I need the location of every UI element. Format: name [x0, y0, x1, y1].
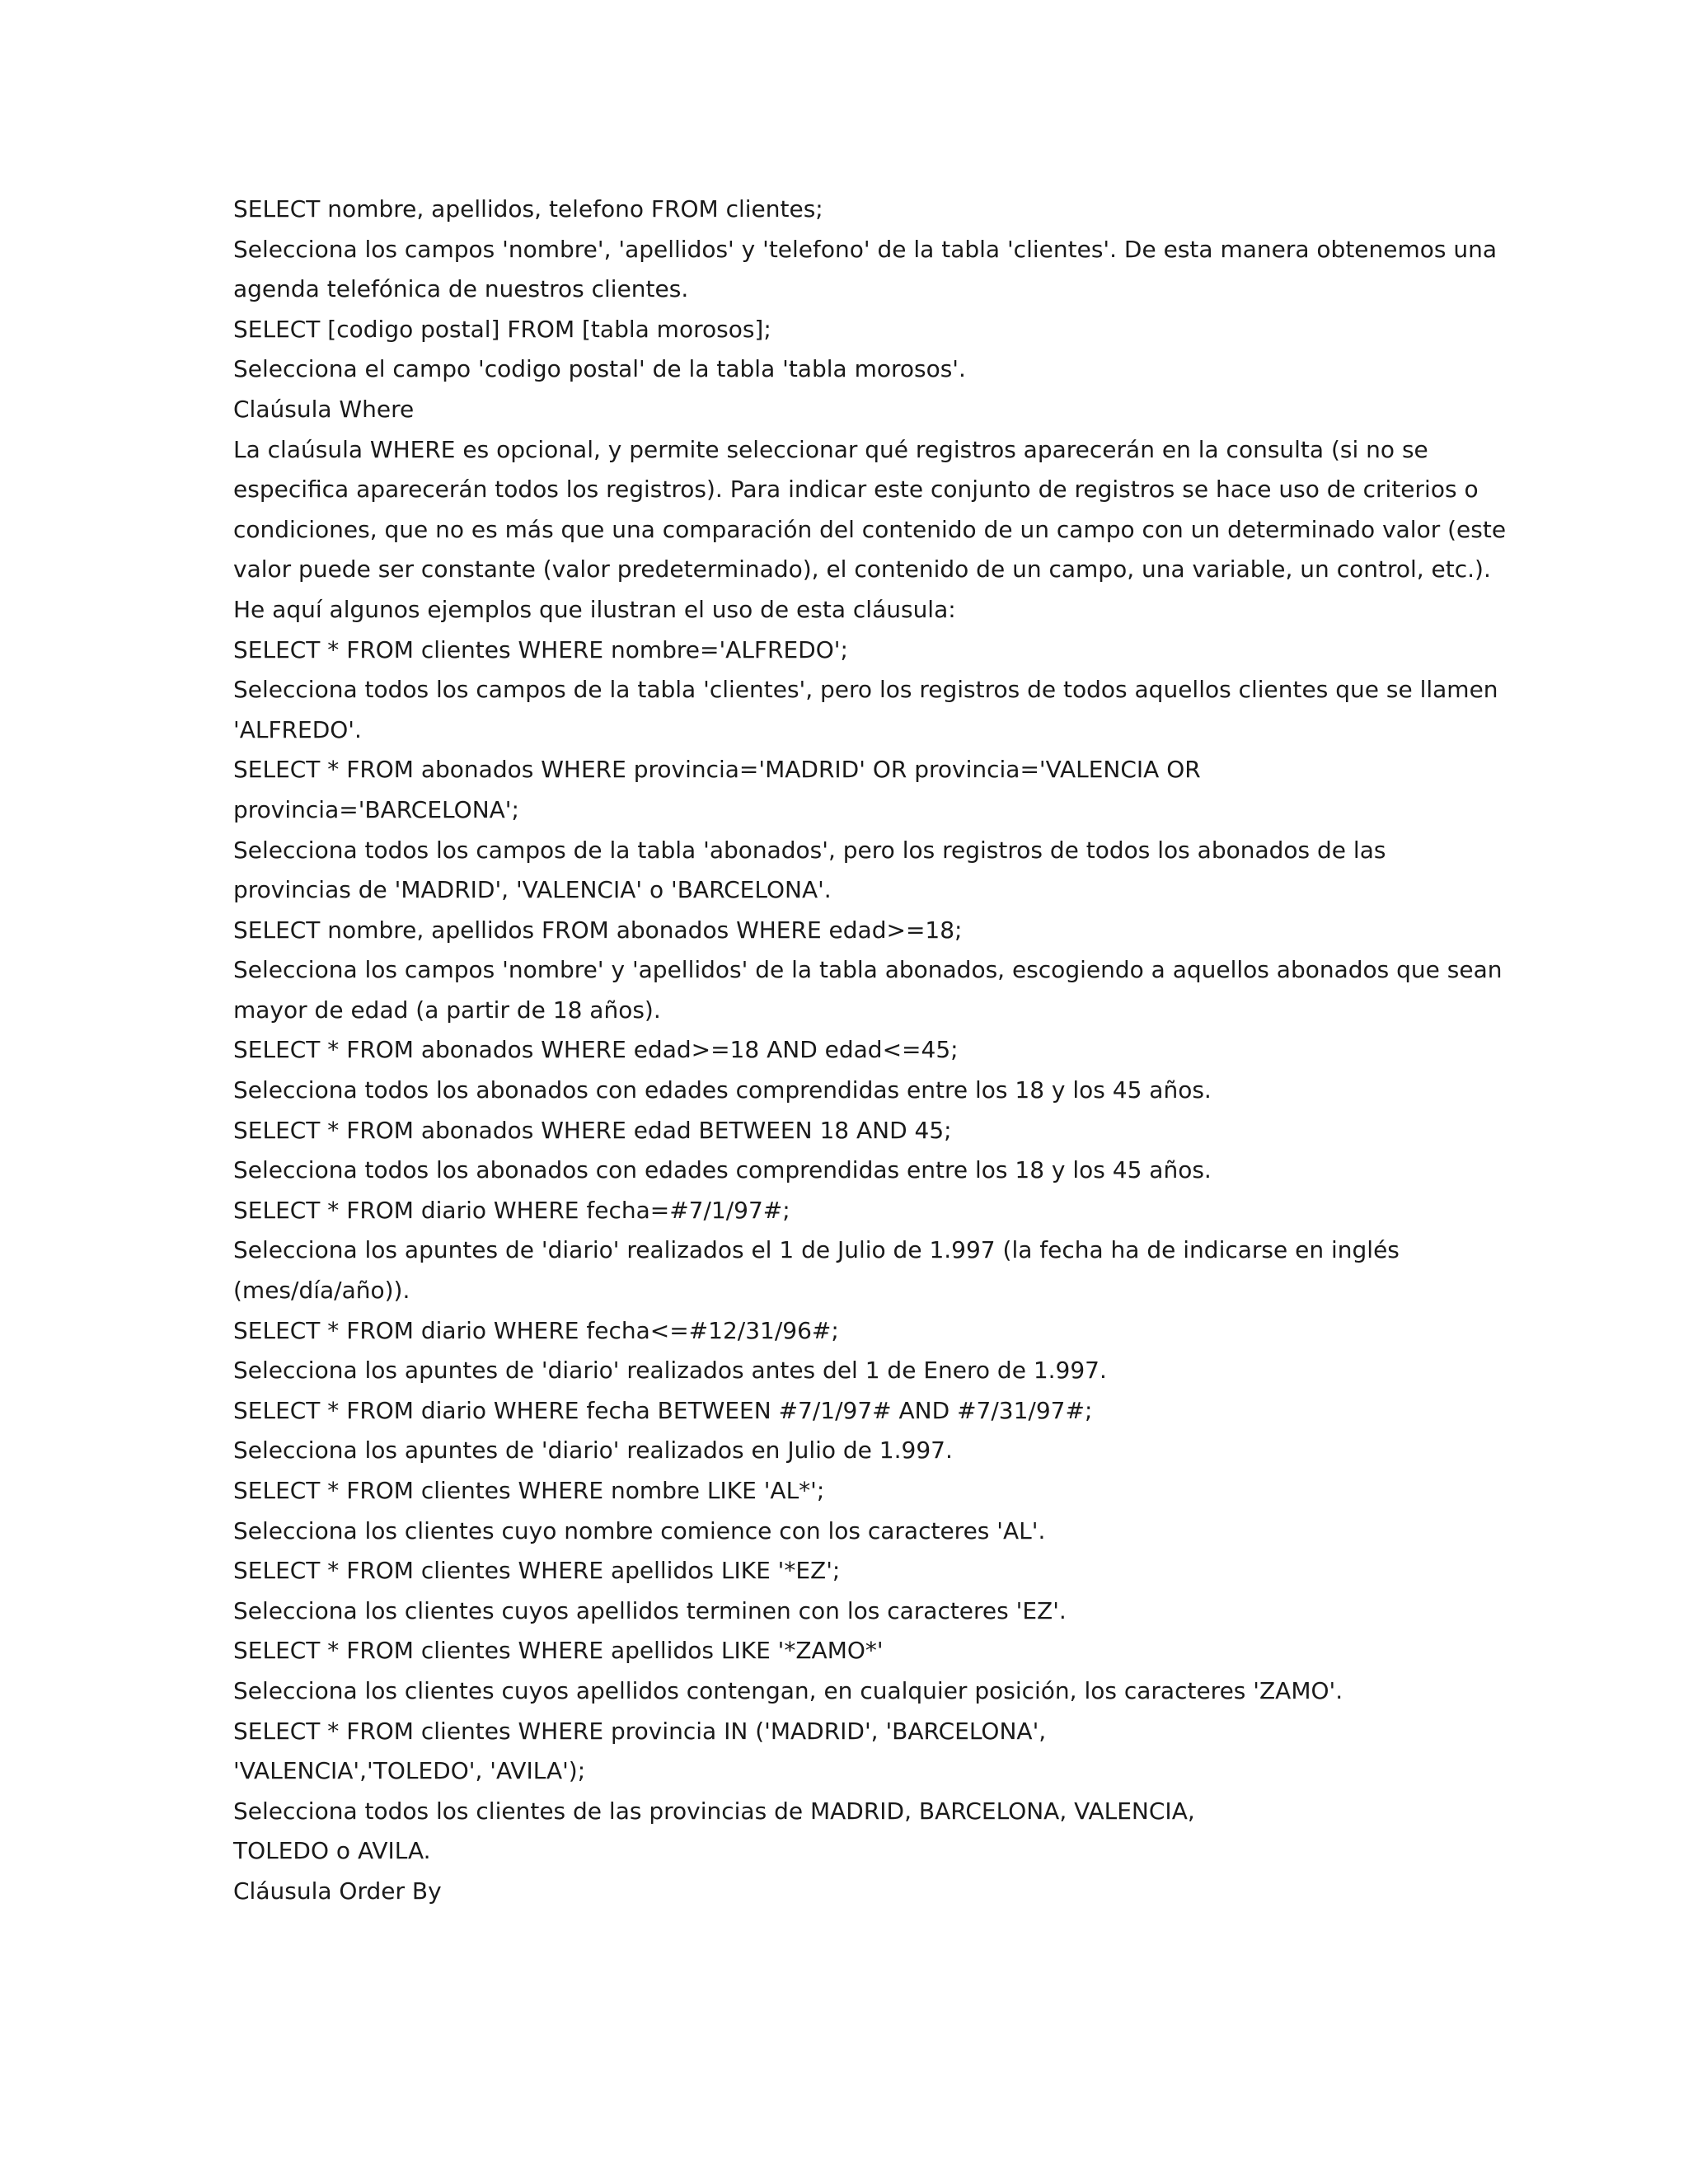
text-line: Claúsula Where	[233, 395, 415, 423]
text-line: TOLEDO o AVILA.	[233, 1837, 431, 1865]
text-line: SELECT * FROM clientes WHERE apellidos LIKE '*ZAMO*'	[233, 1637, 884, 1665]
document-body	[233, 190, 1507, 1912]
text-line: Selecciona los clientes cuyo nombre comience con los caracteres 'AL'.	[233, 1516, 1046, 1544]
text-line: agenda telefónica de nuestros clientes.	[233, 275, 689, 303]
text-line: mayor de edad (a partir de 18 años).	[233, 996, 661, 1024]
text-line: Selecciona los campos 'nombre' y 'apellidos' de la tabla abonados, escogiendo a aquellos abonados que sean	[233, 956, 1503, 984]
text-line: condiciones, que no es más que una comparación del contenido de un campo con un determinado valor (este	[233, 515, 1507, 543]
text-line: Selecciona los clientes cuyos apellidos contengan, en cualquier posición, los caracteres 'ZAMO'.	[233, 1676, 1343, 1704]
text-line: Selecciona los apuntes de 'diario' realizados el 1 de Julio de 1.997 (la fecha ha de indicarse en inglés	[233, 1236, 1400, 1264]
text-line: Selecciona los campos 'nombre', 'apellidos' y 'telefono' de la tabla 'clientes'. De esta manera obtenemos una	[233, 235, 1498, 263]
text-line: Selecciona todos los clientes de las provincias de MADRID, BARCELONA, VALENCIA,	[233, 1797, 1195, 1825]
text-line: Selecciona todos los campos de la tabla 'clientes', pero los registros de todos aquellos clientes que se llamen	[233, 676, 1498, 704]
text-line: SELECT * FROM clientes WHERE nombre LIKE 'AL*';	[233, 1477, 825, 1504]
text-line: SELECT nombre, apellidos FROM abonados WHERE edad>=18;	[233, 916, 963, 944]
text-line: SELECT * FROM abonados WHERE edad BETWEEN 18 AND 45;	[233, 1116, 952, 1144]
text-line: Selecciona los apuntes de 'diario' realizados en Julio de 1.997.	[233, 1436, 953, 1465]
text-line: Selecciona todos los abonados con edades comprendidas entre los 18 y los 45 años.	[233, 1076, 1212, 1104]
text-line: SELECT * FROM diario WHERE fecha<=#12/31/96#;	[233, 1316, 839, 1344]
text-line: La claúsula WHERE es opcional, y permite seleccionar qué registros aparecerán en la consulta (si no se	[233, 435, 1428, 463]
text-line: especifica aparecerán todos los registros). Para indicar este conjunto de registros se hace uso de criterios o	[233, 476, 1479, 504]
text-line: Selecciona el campo 'codigo postal' de la tabla 'tabla morosos'.	[233, 355, 966, 383]
text-line: 'VALENCIA','TOLEDO', 'AVILA');	[233, 1757, 586, 1785]
text-line: valor puede ser constante (valor predeterminado), el contenido de un campo, una variable, un control, etc.).	[233, 555, 1491, 583]
text-line: SELECT * FROM diario WHERE fecha=#7/1/97#;	[233, 1196, 790, 1224]
text-line: Selecciona todos los abonados con edades comprendidas entre los 18 y los 45 años.	[233, 1156, 1212, 1184]
text-line: Selecciona los clientes cuyos apellidos terminen con los caracteres 'EZ'.	[233, 1596, 1067, 1624]
text-line: 'ALFREDO'.	[233, 715, 362, 743]
text-line: SELECT nombre, apellidos, telefono FROM clientes;	[233, 195, 823, 223]
text-line: Selecciona los apuntes de 'diario' realizados antes del 1 de Enero de 1.997.	[233, 1357, 1107, 1385]
text-line: SELECT * FROM abonados WHERE edad>=18 AND edad<=45;	[233, 1036, 959, 1064]
text-line: SELECT * FROM clientes WHERE provincia IN ('MADRID', 'BARCELONA',	[233, 1717, 1047, 1745]
text-line: SELECT [codigo postal] FROM [tabla morosos];	[233, 315, 771, 343]
text-line: Cláusula Order By	[233, 1877, 442, 1905]
text-line: SELECT * FROM diario WHERE fecha BETWEEN #7/1/97# AND #7/31/97#;	[233, 1396, 1093, 1424]
text-line: SELECT * FROM clientes WHERE apellidos LIKE '*EZ';	[233, 1557, 841, 1585]
text-line: provincias de 'MADRID', 'VALENCIA' o 'BARCELONA'.	[233, 876, 832, 904]
text-line: SELECT * FROM abonados WHERE provincia='MADRID' OR provincia='VALENCIA OR	[233, 756, 1201, 784]
text-line: SELECT * FROM clientes WHERE nombre='ALFREDO';	[233, 635, 848, 663]
text-line: provincia='BARCELONA';	[233, 795, 519, 823]
text-line: Selecciona todos los campos de la tabla 'abonados', pero los registros de todos los abonados de las	[233, 836, 1386, 864]
text-line: (mes/día/año)).	[233, 1277, 410, 1305]
text-line: He aquí algunos ejemplos que ilustran el uso de esta cláusula:	[233, 595, 956, 623]
